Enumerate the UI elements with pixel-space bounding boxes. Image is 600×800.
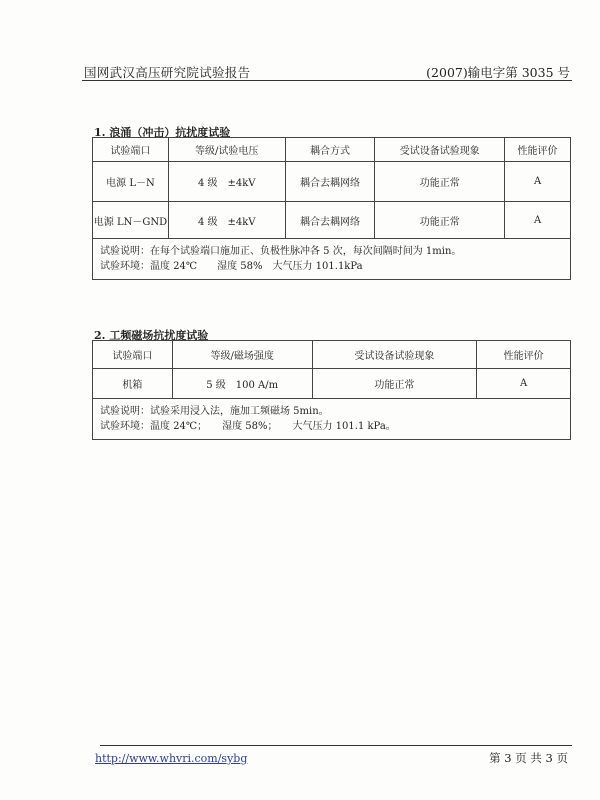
report-number: (2007)输电字第 3035 号 xyxy=(426,65,570,80)
report-institute-title: 国网武汉高压研究院试验报告 xyxy=(84,65,251,80)
table-cell: 电源 L－N xyxy=(93,162,169,202)
table-cell: 5 级 100 A/m xyxy=(172,369,312,399)
table-note-row xyxy=(93,399,571,440)
column-header: 性能评价 xyxy=(477,341,571,369)
column-header: 受试设备试验现象 xyxy=(375,138,505,162)
table-cell: 4 级 ±4kV xyxy=(168,202,285,239)
surge-test-table xyxy=(92,137,571,280)
table-cell: 耦合去耦网络 xyxy=(285,202,375,239)
table-cell: 功能正常 xyxy=(375,202,505,239)
table-header-row xyxy=(93,341,571,369)
section1-title: 1. 浪涌（冲击）抗扰度试验 xyxy=(94,126,231,139)
test-environment: 试验环境：温度 24℃ 湿度 58% 大气压力 101.1kPa xyxy=(100,261,363,272)
header-divider xyxy=(82,80,572,81)
table-cell: 功能正常 xyxy=(312,369,477,399)
table-note-row xyxy=(93,239,571,280)
table-cell: 耦合去耦网络 xyxy=(285,162,375,202)
section2-title: 2. 工频磁场抗扰度试验 xyxy=(94,329,209,342)
table-header-row xyxy=(93,138,571,162)
table-cell: 机箱 xyxy=(93,369,173,399)
test-environment: 试验环境：温度 24℃； 湿度 58%； 大气压力 101.1 kPa。 xyxy=(100,421,396,432)
table-row xyxy=(93,369,571,399)
website-link[interactable]: http://www.whvri.com/sybg xyxy=(95,752,248,765)
test-description: 试验说明：在每个试验端口施加正、负极性脉冲各 5 次，每次间隔时间为 1min。 xyxy=(100,246,462,257)
test-notes xyxy=(93,239,571,280)
power-frequency-magnetic-field-table xyxy=(92,340,571,440)
column-header: 试验端口 xyxy=(93,138,169,162)
column-header: 受试设备试验现象 xyxy=(312,341,477,369)
column-header: 性能评价 xyxy=(505,138,571,162)
column-header: 耦合方式 xyxy=(285,138,375,162)
page-number: 第 3 页 共 3 页 xyxy=(489,751,568,765)
table-cell: 4 级 ±4kV xyxy=(168,162,285,202)
table-cell: A xyxy=(477,369,571,399)
table-cell: A xyxy=(505,202,571,239)
table-cell: 电源 LN－GND xyxy=(93,202,169,239)
footer-divider xyxy=(100,745,572,746)
column-header: 等级/磁场强度 xyxy=(172,341,312,369)
column-header: 等级/试验电压 xyxy=(168,138,285,162)
table-row xyxy=(93,202,571,239)
test-description: 试验说明：试验采用浸入法，施加工频磁场 5min。 xyxy=(100,406,329,417)
table-row xyxy=(93,162,571,202)
table-cell: 功能正常 xyxy=(375,162,505,202)
column-header: 试验端口 xyxy=(93,341,173,369)
table-cell: A xyxy=(505,162,571,202)
test-notes xyxy=(93,399,571,440)
